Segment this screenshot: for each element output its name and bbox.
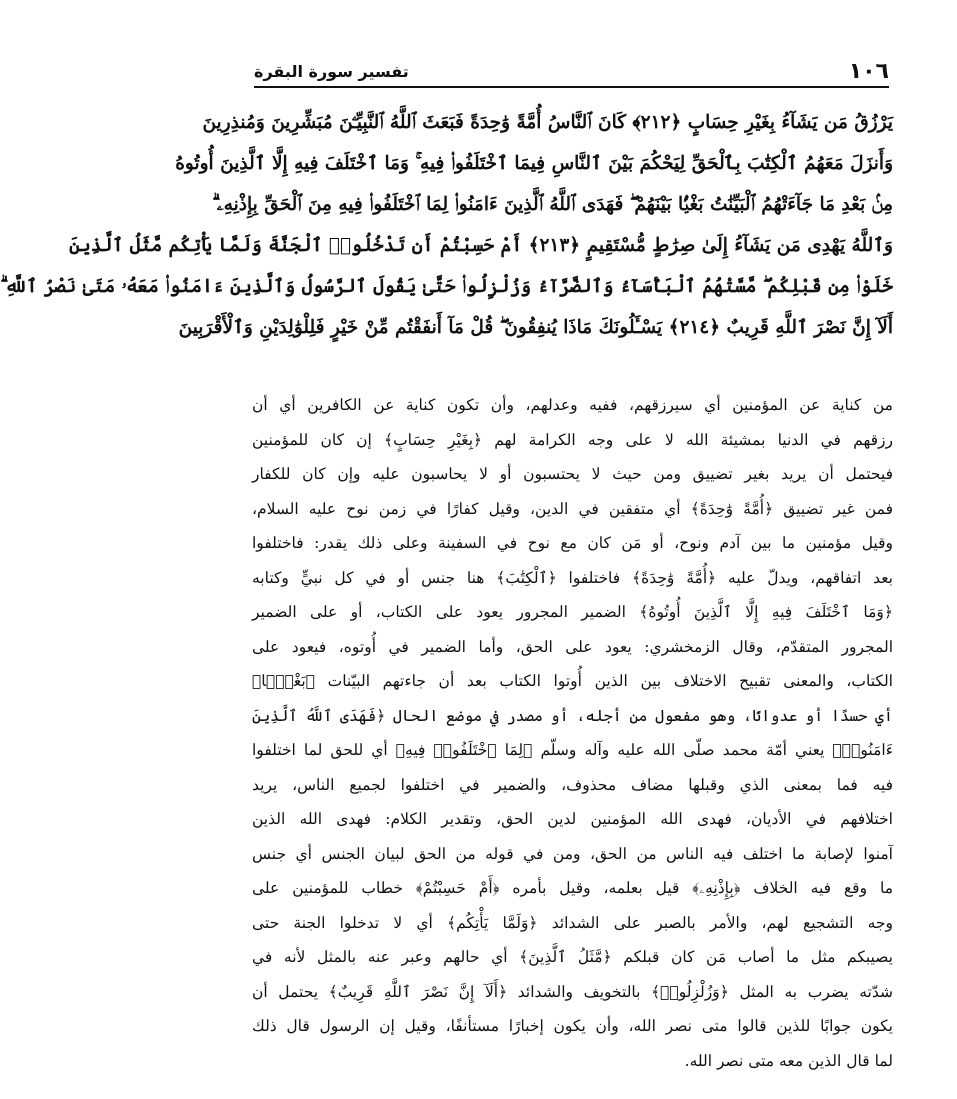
quran-line: خَلَوْا۟ مِن قَبْلِكُم ۖ مَّسَّتْهُمُ ٱلْبَأْسَآءُ وَٱلضَّرَّآءُ وَزُلْزِلُوا۟ حَتَّىٰ يَقُولَ ٱلرَّسُولُ وَٱلَّذِينَ ءَامَنُوا۟ مَعَهُۥ مَتَىٰ نَصْرُ ٱللَّهِ ۗ — [0, 276, 893, 297]
commentary-line: ءَامَنُوا۟﴾ يعني أمّة محمد صلّى الله عليه وآله وسلّم ﴿لِمَا ٱخْتَلَفُوا۟ فِيهِ﴾ أي للحق لما اختلفوا — [252, 741, 893, 759]
commentary-line: آمنوا لإصابة ما اختلف فيه الناس من الحق، ومن في قوله من الحق لبيان الجنس أي جنس — [252, 844, 893, 863]
commentary-line: فيحتمل أن يريد بغير تضييق ومن حيث لا يحتسبون أو لا يحاسبون عليه وإن كان للكفار — [252, 465, 893, 483]
commentary-line: شدّته يضرب به المثل ﴿وَزُلْزِلُوا۟﴾ بالتخويف والشدائد ﴿أَلَآ إِنَّ نَصْرَ ٱللَّهِ قَرِيبٌ﴾ يحتمل أن — [252, 982, 893, 1001]
commentary-line: وجه التشجيع لهم، والأمر بالصبر على الشدائد ﴿وَلَمَّا يَأْتِكُم﴾ أي لا تدخلوا الجنة حتى — [252, 913, 893, 932]
commentary-line: يكون جوابًا للذين قالوا متى نصر الله، وأن يكون إخبارًا مستأنفًا، وقيل إن الرسول قال ذلك — [252, 1017, 893, 1035]
quran-line: مِنۢ بَعْدِ مَا جَآءَتْهُمُ ٱلْبَيِّنَٰتُ بَغْيًۢا بَيْنَهُمْ ۖ فَهَدَى ٱللَّهُ ٱلَّذِينَ ءَامَنُوا۟ لِمَا ٱخْتَلَفُوا۟ فِيهِ مِنَ ٱلْحَقِّ بِإِذْنِهِۦ ۗ — [212, 194, 893, 215]
quran-line: وَٱللَّهُ يَهْدِى مَن يَشَآءُ إِلَىٰ صِرَٰطٍ مُّسْتَقِيمٍ ﴿٢١٣﴾ أَمْ حَسِبْتُمْ أَن تَدْخُلُوا۟ ٱلْجَنَّةَ وَلَمَّا يَأْتِكُم مَّثَلُ ٱلَّذِينَ — [69, 235, 893, 256]
quran-line: أَلَآ إِنَّ نَصْرَ ٱللَّهِ قَرِيبٌ ﴿٢١٤﴾ يَسْـَٔلُونَكَ مَاذَا يُنفِقُونَ ۖ قُلْ مَآ أَنفَقْتُم مِّنْ خَيْرٍ فَلِلْوَٰلِدَيْنِ وَٱلْأَقْرَبِينَ — [178, 317, 893, 338]
page-number: ١٠٦ — [848, 58, 889, 84]
commentary-line: المجرور المتقدّم، وقال الزمخشري: يعود على الحق، وأما الضمير في أُوتوه، فيعود على — [252, 637, 893, 656]
commentary-line: يصيبكم مثل ما أصاب مَن كان قبلكم ﴿مَّثَلُ ٱلَّذِينَ﴾ أي حالهم وعبر عنه بالمثل لأنه في — [252, 948, 893, 966]
commentary-line: الكتاب، والمعنى تقبيح الاختلاف بين الذين أُوتوا الكتاب بعد أن جاءتهم البيّنات ﴿بَغْيًۢا﴾ — [252, 672, 893, 690]
commentary-line: فمن غير تضييق ﴿أُمَّةً وَٰحِدَةً﴾ أي متفقين في الدين، وقيل كفارًا في زمن نوح عليه السلام، — [252, 499, 893, 518]
commentary-line: رزقهم في الدنيا بمشيئة الله لا على وجه الكرامة لهم ﴿بِغَيْرِ حِسَابٍ﴾ إن كان للمؤمنين — [252, 430, 893, 449]
commentary-line: ما وقع فيه الخلاف ﴿بِإِذْنِهِۦ﴾ قيل بعلمه، وقيل بأمره ﴿أَمْ حَسِبْتُمْ﴾ خطاب للمؤمنين على — [252, 879, 893, 897]
commentary-line: أي حسدًا أو عدوانًا، وهو مفعول من أجله، أو مصدر في موضع الحال ﴿فَهَدَى ٱللَّهُ ٱلَّذِينَ — [252, 706, 893, 725]
commentary-line: فيه فما بمعنى الذي وقبلها مضاف محذوف، والضمير في اختلفوا لجميع الناس، يريد — [252, 775, 893, 794]
commentary-line: اختلافهم في الأديان، فهدى الله المؤمنين لدين الحق، وتقدير الكلام: فهدى الله الذين — [252, 810, 893, 828]
quran-verses-block — [0, 102, 893, 348]
commentary-block — [252, 388, 893, 1078]
quran-line: يَرْزُقُ مَن يَشَآءُ بِغَيْرِ حِسَابٍ ﴿٢١٢﴾ كَانَ ٱلنَّاسُ أُمَّةً وَٰحِدَةً فَبَعَثَ ٱللَّهُ ٱلنَّبِيِّـۧنَ مُبَشِّرِينَ وَمُنذِرِينَ — [202, 112, 893, 133]
quran-line: وَأَنزَلَ مَعَهُمُ ٱلْكِتَٰبَ بِٱلْحَقِّ لِيَحْكُمَ بَيْنَ ٱلنَّاسِ فِيمَا ٱخْتَلَفُوا۟ فِيهِ ۚ وَمَا ٱخْتَلَفَ فِيهِ إِلَّا ٱلَّذِينَ أُوتُوهُ — [175, 153, 893, 174]
page-header — [254, 56, 889, 88]
commentary-line: وقيل مؤمنين ما بين آدم ونوح، أو مَن كان مع نوح في السفينة وعلى ذلك يقدر: فاختلفوا — [252, 534, 893, 552]
running-title: تفسير سورة البقرة — [254, 61, 409, 81]
commentary-line: بعد اتفاقهم، ويدلّ عليه ﴿أُمَّةً وَٰحِدَةً﴾ فاختلفوا ﴿ٱلْكِتَٰبَ﴾ هنا جنس أو في كل نبيٍّ وكتابه — [252, 568, 893, 587]
commentary-line: من كناية عن المؤمنين أي سيرزقهم، ففيه وعدلهم، وأن تكون كناية عن الكافرين أي أن — [252, 396, 893, 414]
commentary-line: ﴿وَمَا ٱخْتَلَفَ فِيهِ إِلَّا ٱلَّذِينَ أُوتُوهُ﴾ الضمير المجرور يعود على الكتاب، أو على الضمير — [252, 603, 893, 621]
commentary-line: لما قال الذين معه متى نصر الله. — [684, 1051, 893, 1070]
